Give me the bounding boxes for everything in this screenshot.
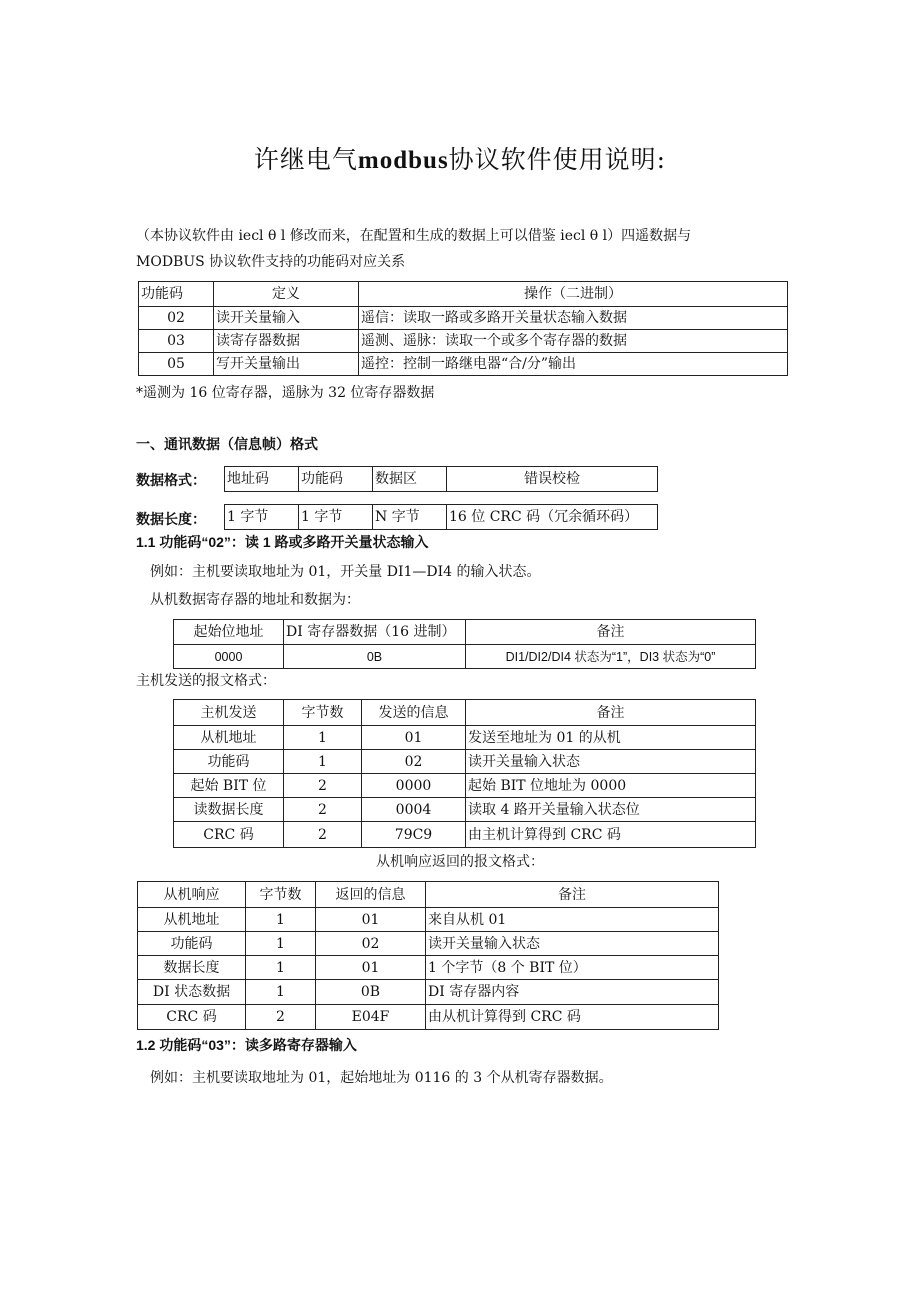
slave-table: 从机响应 字节数 返回的信息 备注 从机地址 1 01 来自从机 01 功能码 1 02 读开关量输入状态 数据长度 1 01 1 个字节（8 个 BIT 位） DI 状态数据 1 0B DI 寄存器内容 CRC 码 2 E04F 由从机计算得到 CRC 码 (137, 881, 719, 1030)
master-label: 主机发送的报文格式： (136, 673, 276, 689)
length-table: 1 字节 1 字节 N 字节 16 位 CRC 码（冗余循环码） (224, 504, 658, 530)
table-row: 03 读寄存器数据 遥测、遥脉：读取一个或多个寄存器的数据 (139, 330, 788, 353)
table-header: 操作（二进制） (359, 282, 788, 307)
master-table: 主机发送 字节数 发送的信息 备注 从机地址 1 01 发送至地址为 01 的从机 功能码 1 02 读开关量输入状态 起始 BIT 位 2 0000 起始 BIT 位地址为 0000 读数据长度 2 0004 读取 4 路开关量输入状态位 CRC 码 2 79C9 由主机计算得到 CRC 码 (173, 699, 756, 848)
intro-line-1: （本协议软件由 iecl θ l 修改而来，在配置和生成的数据上可以借鉴 iecl θ l）四遥数据与 (136, 228, 692, 244)
table-header: 定义 (214, 282, 359, 307)
register-table: 起始位地址 DI 寄存器数据（16 进制） 备注 0000 0B DI1/DI2/DI4 状态为“1”，DI3 状态为“0” (173, 619, 756, 669)
table-row: 数据长度 1 01 1 个字节（8 个 BIT 位） (138, 956, 719, 980)
table-row: 0000 0B DI1/DI2/DI4 状态为“1”，DI3 状态为“0” (174, 645, 756, 669)
format-label: 数据格式： (136, 472, 206, 488)
table-row: 起始 BIT 位 2 0000 起始 BIT 位地址为 0000 (174, 774, 756, 798)
table-row: 从机地址 1 01 发送至地址为 01 的从机 (174, 726, 756, 750)
table-row: CRC 码 2 E04F 由从机计算得到 CRC 码 (138, 1005, 719, 1030)
register-text: 从机数据寄存器的地址和数据为： (150, 592, 360, 608)
format-table: 地址码 功能码 数据区 错误校检 (224, 466, 658, 492)
table-row: 从机地址 1 01 来自从机 01 (138, 908, 719, 932)
table-row: 02 读开关量输入 遥信：读取一路或多路开关量状态输入数据 (139, 307, 788, 330)
function-code-table (138, 281, 788, 376)
section-heading-1-2: 1.2 功能码“03”：读多路寄存器输入 (136, 1037, 357, 1053)
example-text: 例如：主机要读取地址为 01，开关量 DI1—DI4 的输入状态。 (150, 564, 541, 580)
table-row: 05 写开关量输出 遥控：控制一路继电器“合/分”输出 (139, 353, 788, 376)
section-heading: 一、通讯数据（信息帧）格式 (136, 436, 318, 452)
table-row: 功能码 1 02 读开关量输入状态 (174, 750, 756, 774)
example-text-1-2: 例如：主机要读取地址为 01，起始地址为 0116 的 3 个从机寄存器数据。 (150, 1070, 613, 1086)
table-row: CRC 码 2 79C9 由主机计算得到 CRC 码 (174, 822, 756, 848)
intro-line-2: MODBUS 协议软件支持的功能码对应关系 (136, 254, 406, 270)
section-heading-1-1: 1.1 功能码“02”：读 1 路或多路开关量状态输入 (136, 534, 429, 550)
table-row: 功能码 1 02 读开关量输入状态 (138, 932, 719, 956)
register-note: *遥测为 16 位寄存器，遥脉为 32 位寄存器数据 (136, 385, 435, 401)
page-title: 许继电气modbus协议软件使用说明: (253, 145, 667, 174)
table-header: 功能码 (139, 282, 214, 307)
table-row: DI 状态数据 1 0B DI 寄存器内容 (138, 980, 719, 1005)
slave-label: 从机响应返回的报文格式： (376, 854, 544, 870)
length-label: 数据长度： (136, 511, 206, 527)
table-row: 读数据长度 2 0004 读取 4 路开关量输入状态位 (174, 798, 756, 822)
